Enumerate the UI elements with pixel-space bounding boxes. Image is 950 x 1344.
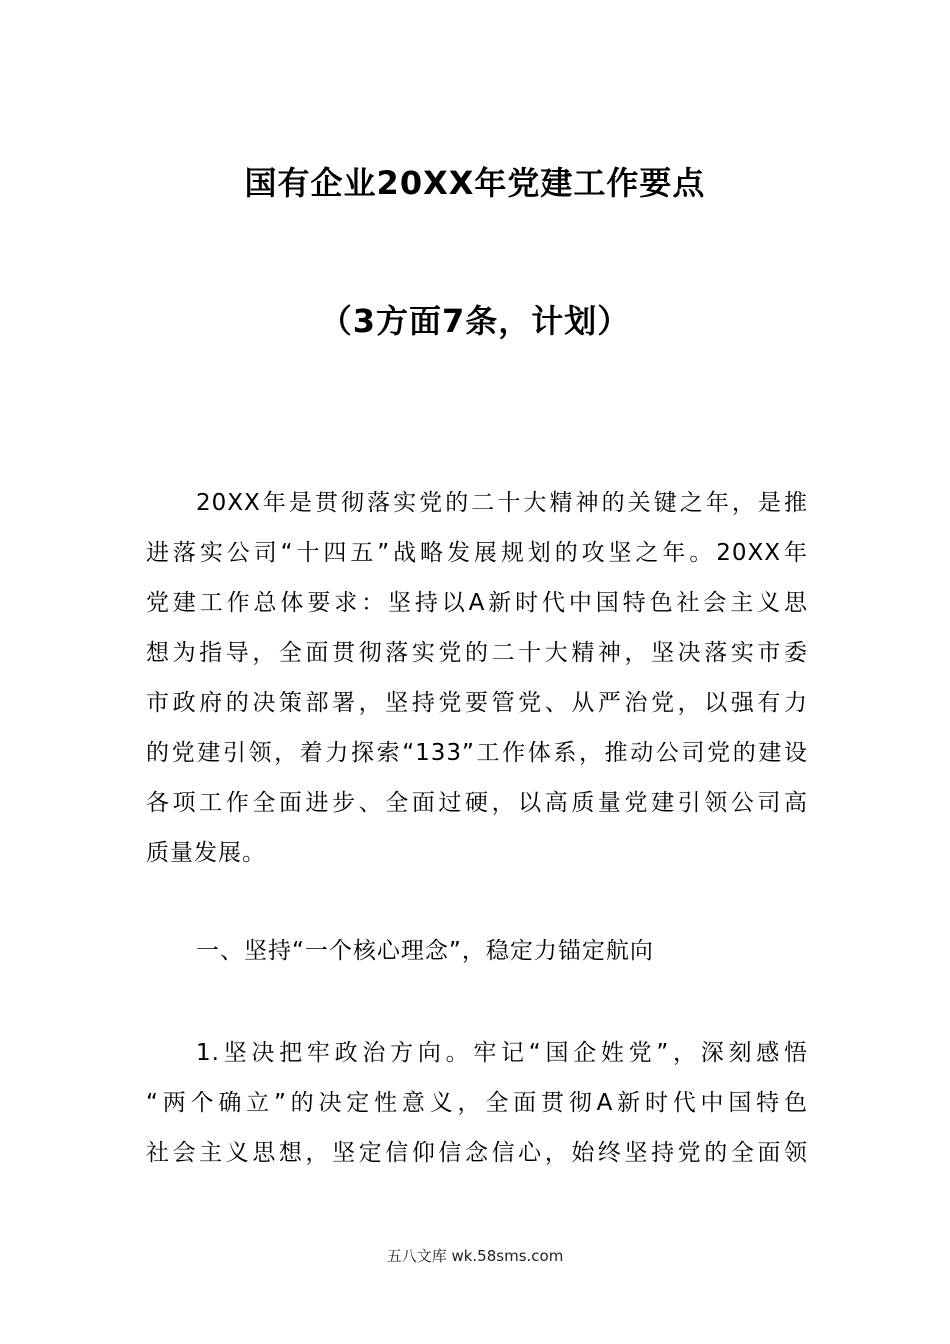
paragraph-line: 党建工作总体要求：坚持以A新时代中国特色社会主义思 <box>146 590 808 616</box>
paragraph-line: 进落实公司“十四五”战略发展规划的攻坚之年。20XX年 <box>146 540 808 566</box>
section-heading-text: 一、坚持“一个核心理念”，稳定力锚定航向 <box>196 938 654 964</box>
paragraph-line: 的党建引领，着力探索“133”工作体系，推动公司党的建设 <box>146 740 808 766</box>
paragraph-line: “两个确立”的决定性意义，全面贯彻A新时代中国特色 <box>146 1090 808 1116</box>
section-heading <box>146 926 808 976</box>
paragraph-line: 市政府的决策部署，坚持党要管党、从严治党，以强有力 <box>146 690 808 716</box>
footer-watermark: 五八文库 wk.58sms.com <box>386 1247 564 1265</box>
intro-paragraph <box>146 478 808 878</box>
paragraph-line: 想为指导，全面贯彻落实党的二十大精神，坚决落实市委 <box>146 640 808 666</box>
paragraph-line: 社会主义思想，坚定信仰信念信心，始终坚持党的全面领 <box>146 1140 808 1166</box>
document-subtitle: （3方面7条，计划） <box>319 302 631 340</box>
document-title: 国有企业20XX年党建工作要点 <box>244 164 706 202</box>
paragraph-line: 质量发展。 <box>146 840 266 866</box>
item-paragraph <box>146 1028 808 1178</box>
paragraph-line: 20XX年是贯彻落实党的二十大精神的关键之年，是推 <box>196 490 808 516</box>
paragraph-line: 1.坚决把牢政治方向。牢记“国企姓党”，深刻感悟 <box>196 1040 808 1066</box>
paragraph-line: 各项工作全面进步、全面过硬，以高质量党建引领公司高 <box>146 790 808 816</box>
